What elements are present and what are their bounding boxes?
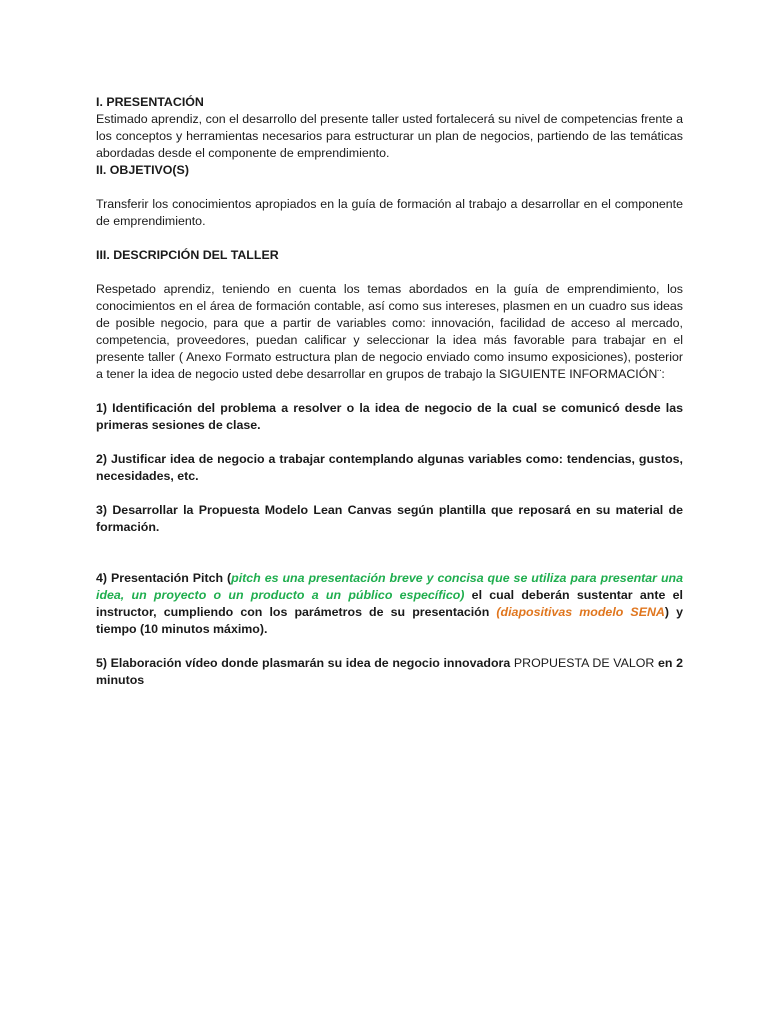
section-heading-presentacion: I. PRESENTACIÓN [96, 95, 204, 109]
list-item-4 [96, 570, 683, 638]
section-body-descripcion: Respetado aprendiz, teniendo en cuenta los temas abordados en la guía de emprendimiento, los conocimientos en el área de formación contable, así como sus intereses, plasmen en un cuadro sus ideas de posible negocio, para que a partir de variables como: innovación, facilidad de acceso al mercado, competencia, proveedores, puedan calificar y seleccionar la idea más favorable para trabajar en el presente taller ( Anexo Formato estructura plan de negocio enviado como insumo exposiciones), posterior a tener la idea de negocio usted debe desarrollar en grupos de trabajo la SIGUIENTE INFORMACIÓN¨: [96, 282, 683, 381]
list-item-4-tail: ) y tiempo (10 minutos máximo). [96, 605, 683, 636]
list-item-3: 3) Desarrollar la Propuesta Modelo Lean Canvas según plantilla que reposará en su material de formación. [96, 503, 683, 534]
section-heading-descripcion: III. DESCRIPCIÓN DEL TALLER [96, 248, 279, 262]
section-body-objetivos: Transferir los conocimientos apropiados en la guía de formación al trabajo a desarrollar en el componente de emprendimiento. [96, 197, 683, 228]
list-item-5-lead: 5) Elaboración vídeo donde plasmarán su idea de negocio innovadora [96, 656, 514, 670]
list-item-5-tail: en 2 minutos [96, 656, 683, 687]
list-item-1: 1) Identificación del problema a resolver o la idea de negocio de la cual se comunicó desde las primeras sesiones de clase. [96, 401, 683, 432]
diapositivas-note: (diapositivas modelo SENA [496, 605, 665, 619]
section-heading-objetivos: II. OBJETIVO(S) [96, 163, 189, 177]
section-body-presentacion: Estimado aprendiz, con el desarrollo del presente taller usted fortalecerá su nivel de competencias frente a los conceptos y herramientas necesarios para estructurar un plan de negocios, partiendo de las temáticas abordadas desde el componente de emprendimiento. [96, 112, 683, 160]
list-item-4-middle: el cual deberán sustentar ante el instructor, cumpliendo con los parámetros de su presentación [96, 588, 683, 619]
list-item-4-lead: 4) Presentación Pitch ( [96, 571, 232, 585]
list-item-5 [96, 655, 683, 689]
pitch-definition: pitch es una presentación breve y concisa que se utiliza para presentar una idea, un proyecto o un producto a un público específico) [96, 571, 683, 602]
list-item-2: 2) Justificar idea de negocio a trabajar contemplando algunas variables como: tendencias, gustos, necesidades, etc. [96, 452, 683, 483]
propuesta-de-valor: PROPUESTA DE VALOR [513, 656, 655, 670]
